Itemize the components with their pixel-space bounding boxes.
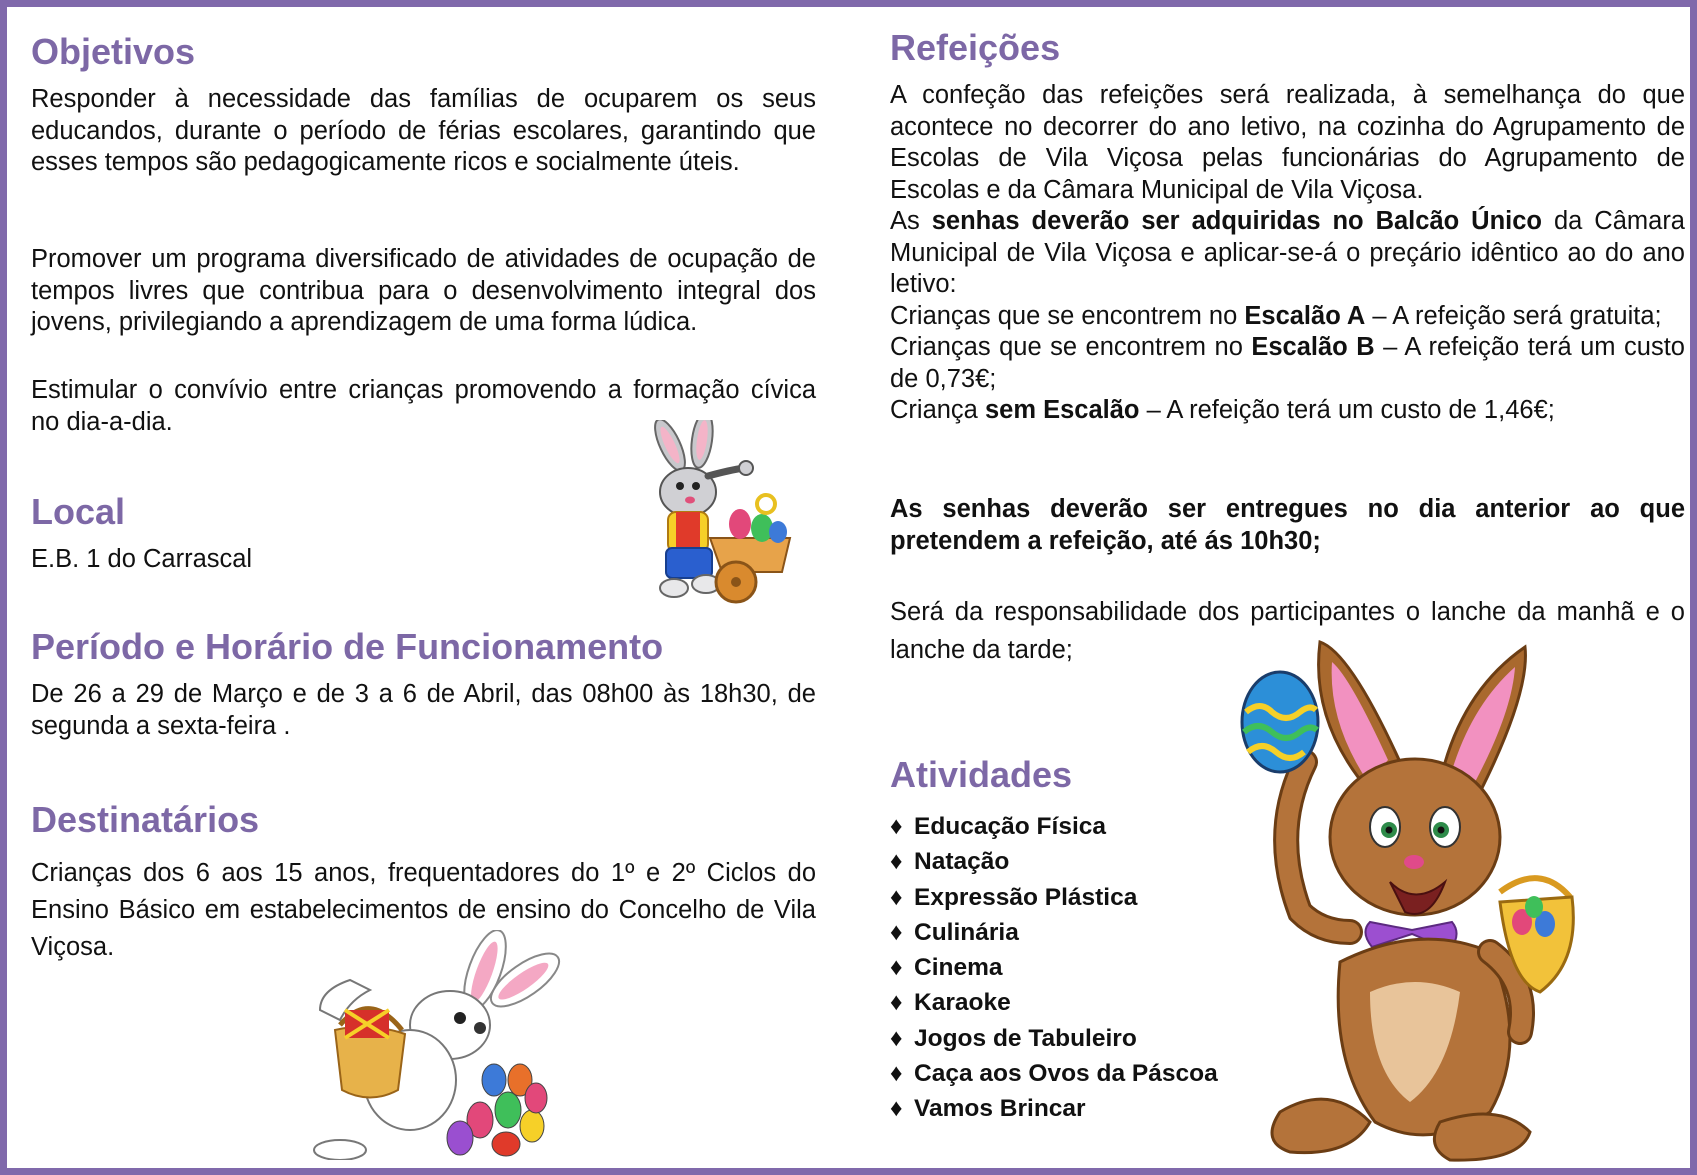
diamond-bullet-icon: ♦ <box>890 1095 903 1123</box>
diamond-bullet-icon: ♦ <box>890 989 903 1017</box>
atividade-label: Jogos de Tabuleiro <box>914 1024 1137 1052</box>
sem-escalao-tail: – A refeição terá um custo de 1,46€; <box>1139 396 1555 424</box>
atividades-list-wrap <box>890 809 1250 1127</box>
refeicoes-deadline-wrap <box>890 494 1685 557</box>
sem-escalao-lead: Criança <box>890 396 985 424</box>
atividade-label: Karaoke <box>914 989 1011 1017</box>
diamond-bullet-icon: ♦ <box>890 848 903 876</box>
atividades-heading: Atividades <box>890 754 1073 795</box>
refeicoes-p2-tail: da Câmara Municipal de Vila Viçosa e aplicar-se-á o preçário idêntico ao do ano letivo: <box>890 207 1685 298</box>
destinatarios-text: Crianças dos 6 aos 15 anos, frequentadores do 1º e 2º Ciclos do Ensino Básico em estabelecimentos de ensino do Concelho de Vila Viçosa. <box>31 859 816 961</box>
atividade-label: Caça aos Ovos da Páscoa <box>914 1060 1218 1088</box>
refeicoes-escalao-a <box>890 301 1685 333</box>
refeicoes-body <box>890 80 1685 427</box>
objetivos-p1-wrap <box>31 84 816 179</box>
atividade-item <box>890 1091 1250 1126</box>
atividade-label: Vamos Brincar <box>914 1095 1086 1123</box>
local-text: E.B. 1 do Carrascal <box>31 545 253 573</box>
atividade-label: Expressão Plástica <box>914 883 1138 911</box>
escalao-a-lead: Crianças que se encontrem no <box>890 301 1245 330</box>
atividade-item <box>890 950 1250 985</box>
atividade-label: Culinária <box>914 918 1019 946</box>
atividade-item <box>890 809 1250 844</box>
destinatarios-heading: Destinatários <box>31 799 260 840</box>
atividades-list <box>890 809 1250 1127</box>
section-destinatarios <box>31 798 816 842</box>
bunny-basket-illustration <box>310 930 570 1160</box>
refeicoes-paragraph-1: A confeção das refeições será realizada, à semelhança do que acontece no decorrer do ano letivo, na cozinha do Agrupamento de Escolas de Vila Viçosa pelas funcionárias do Agrupamento de Escolas e da Câmara Municipal de Vila Viçosa. <box>890 81 1685 204</box>
escalao-a-tail: – A refeição será gratuita; <box>1365 301 1662 330</box>
sem-escalao-label: sem Escalão <box>984 396 1140 424</box>
diamond-bullet-icon: ♦ <box>890 883 903 911</box>
diamond-bullet-icon: ♦ <box>890 813 903 840</box>
escalao-b-label: Escalão B <box>1251 333 1375 361</box>
section-objetivos <box>31 30 816 74</box>
periodo-heading: Período e Horário de Funcionamento <box>31 626 664 667</box>
diamond-bullet-icon: ♦ <box>890 1024 903 1052</box>
atividade-item <box>890 985 1250 1020</box>
periodo-text-wrap <box>31 679 816 742</box>
refeicoes-p2-lead: As <box>890 207 932 235</box>
refeicoes-escalao-b <box>890 332 1685 395</box>
atividade-item <box>890 844 1250 879</box>
escalao-a-label: Escalão A <box>1244 301 1366 330</box>
diamond-bullet-icon: ♦ <box>890 1060 903 1088</box>
objetivos-p2-wrap <box>31 244 816 339</box>
escalao-b-lead: Crianças que se encontrem no <box>890 333 1252 361</box>
diamond-bullet-icon: ♦ <box>890 954 903 982</box>
objetivos-paragraph-3: Estimular o convívio entre crianças promovendo a formação cívica no dia-a-dia. <box>31 376 816 436</box>
local-heading: Local <box>31 491 126 532</box>
brown-bunny-illustration <box>1200 632 1580 1167</box>
bunny-wheelbarrow-illustration <box>640 420 810 615</box>
atividade-item <box>890 1056 1250 1091</box>
refeicoes-paragraph-2 <box>890 206 1685 301</box>
periodo-text: De 26 a 29 de Março e de 3 a 6 de Abril, das 08h00 às 18h30, de segunda a sexta-feira . <box>31 680 816 740</box>
section-refeicoes <box>890 26 1685 70</box>
atividade-item <box>890 880 1250 915</box>
atividade-item <box>890 915 1250 950</box>
atividade-item <box>890 1021 1250 1056</box>
section-periodo <box>31 625 816 669</box>
refeicoes-p2-bold: senhas deverão ser adquiridas no Balcão Único <box>931 207 1543 235</box>
atividade-label: Cinema <box>914 954 1003 982</box>
refeicoes-deadline: As senhas deverão ser entregues no dia anterior ao que pretendem a refeição, até ás 10h30; <box>890 495 1685 555</box>
objetivos-paragraph-1: Responder à necessidade das famílias de ocuparem os seus educandos, durante o período de férias escolares, garantindo que esses tempos são pedagogicamente ricos e socialmente úteis. <box>31 85 816 176</box>
refeicoes-lanche: Será da responsabilidade dos participantes o lanche da manhã e o lanche da tarde; <box>890 598 1685 664</box>
diamond-bullet-icon: ♦ <box>890 918 903 946</box>
refeicoes-heading: Refeições <box>890 27 1061 68</box>
objetivos-paragraph-2: Promover um programa diversificado de atividades de ocupação de tempos livres que contribua para o desenvolvimento integral dos jovens, privilegiando a aprendizagem de uma forma lúdica. <box>31 245 816 336</box>
escalao-b-tail: – A refeição terá um custo de 0,73€; <box>890 333 1685 393</box>
refeicoes-sem-escalao <box>890 395 1685 427</box>
atividade-label: Educação Física <box>914 813 1107 840</box>
atividade-label: Natação <box>914 848 1010 876</box>
objetivos-heading: Objetivos <box>31 31 196 72</box>
